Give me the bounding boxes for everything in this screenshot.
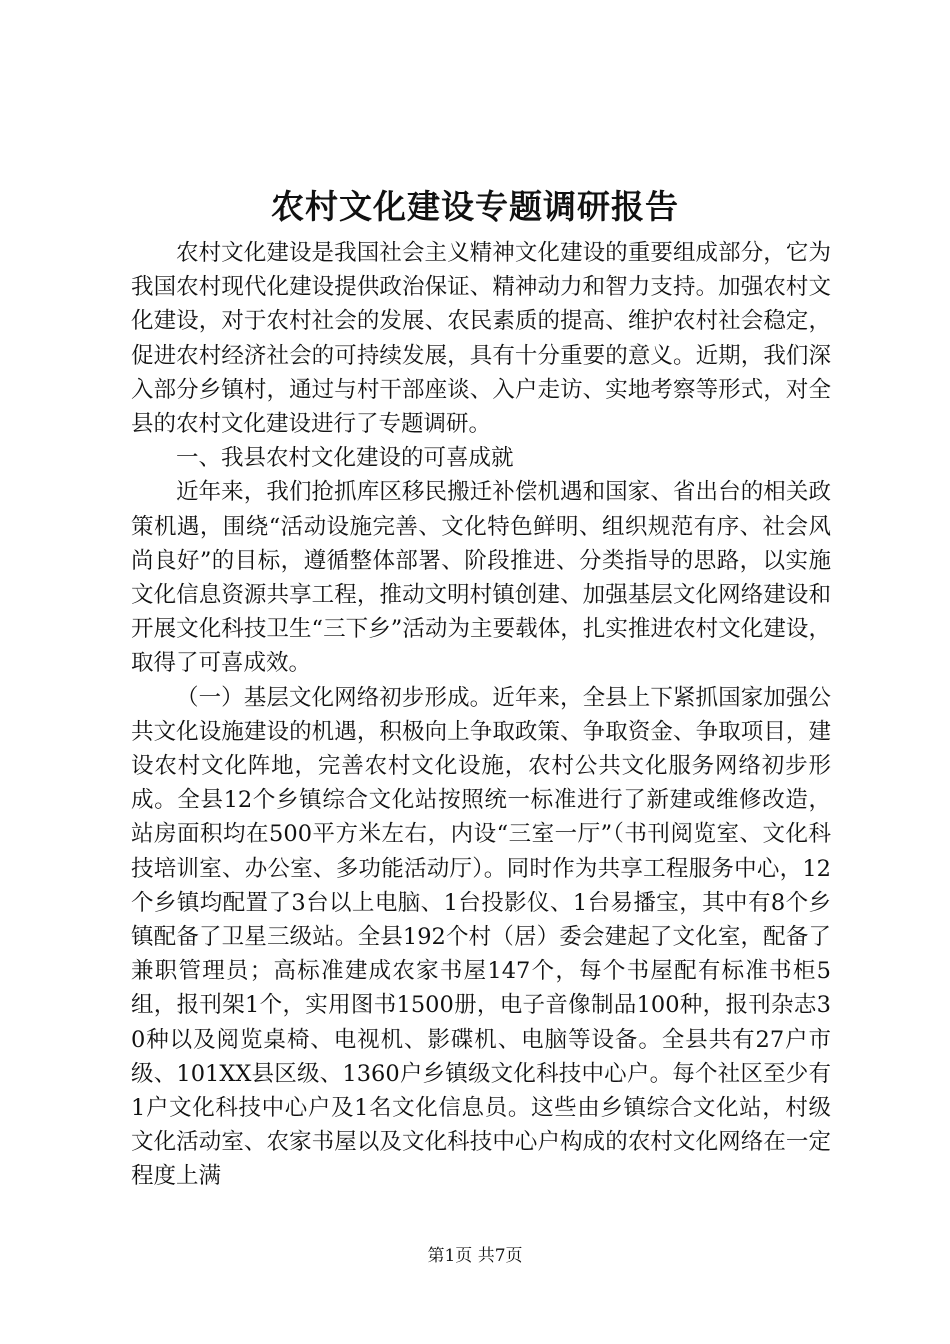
achievements-paragraph: 近年来，我们抢抓库区移民搬迁补偿机遇和国家、省出台的相关政策机遇，围绕“活动设施完善、文化特色鲜明、组织规范有序、社会风尚良好”的目标，遵循整体部署、阶段推进、分类指导的思路，以实施文化信息资源共享工程，推动文明村镇创建、加强基层文化网络建设和开展文化科技卫生“三下乡”活动为主要载体，扎实推进农村文化建设，取得了可喜成效。 xyxy=(131,479,831,677)
document-body xyxy=(131,236,831,1194)
page-footer: 第1页 共7页 xyxy=(427,1246,523,1266)
intro-paragraph: 农村文化建设是我国社会主义精神文化建设的重要组成部分，它为我国农村现代化建设提供政治保证、精神动力和智力支持。加强农村文化建设，对于农村社会的发展、农民素质的提高、维护农村社会稳定，促进农村经济社会的可持续发展，具有十分重要的意义。近期，我们深入部分乡镇村，通过与村干部座谈、入户走访、实地考察等形式，对全县的农村文化建设进行了专题调研。 xyxy=(131,240,831,438)
network-paragraph: （一）基层文化网络初步形成。近年来，全县上下紧抓国家加强公共文化设施建设的机遇，积极向上争取政策、争取资金、争取项目，建设农村文化阵地，完善农村文化设施，农村公共文化服务网络初步形成。全县12个乡镇综合文化站按照统一标准进行了新建或维修改造，站房面积均在500平方米左右，内设“三室一厅”（书刊阅览室、文化科技培训室、办公室、多功能活动厅）。同时作为共享工程服务中心，12个乡镇均配置了3台以上电脑、1台投影仪、1台易播宝，其中有8个乡镇配备了卫星三级站。全县192个村（居）委会建起了文化室，配备了兼职管理员；高标准建成农家书屋147个，每个书屋配有标准书柜5组，报刊架1个，实用图书1500册，电子音像制品100种，报刊杂志30种以及阅览桌椅、电视机、影碟机、电脑等设备。全县共有27户市级、101XX县区级、1360户乡镇级文化科技中心户。每个社区至少有1户文化科技中心户及1名文化信息员。这些由乡镇综合文化站，村级文化活动室、农家书屋以及文化科技中心户构成的农村文化网络在一定程度上满 xyxy=(131,684,831,1190)
section-heading: 一、我县农村文化建设的可喜成就 xyxy=(176,445,514,472)
document-title: 农村文化建设专题调研报告 xyxy=(271,187,679,226)
